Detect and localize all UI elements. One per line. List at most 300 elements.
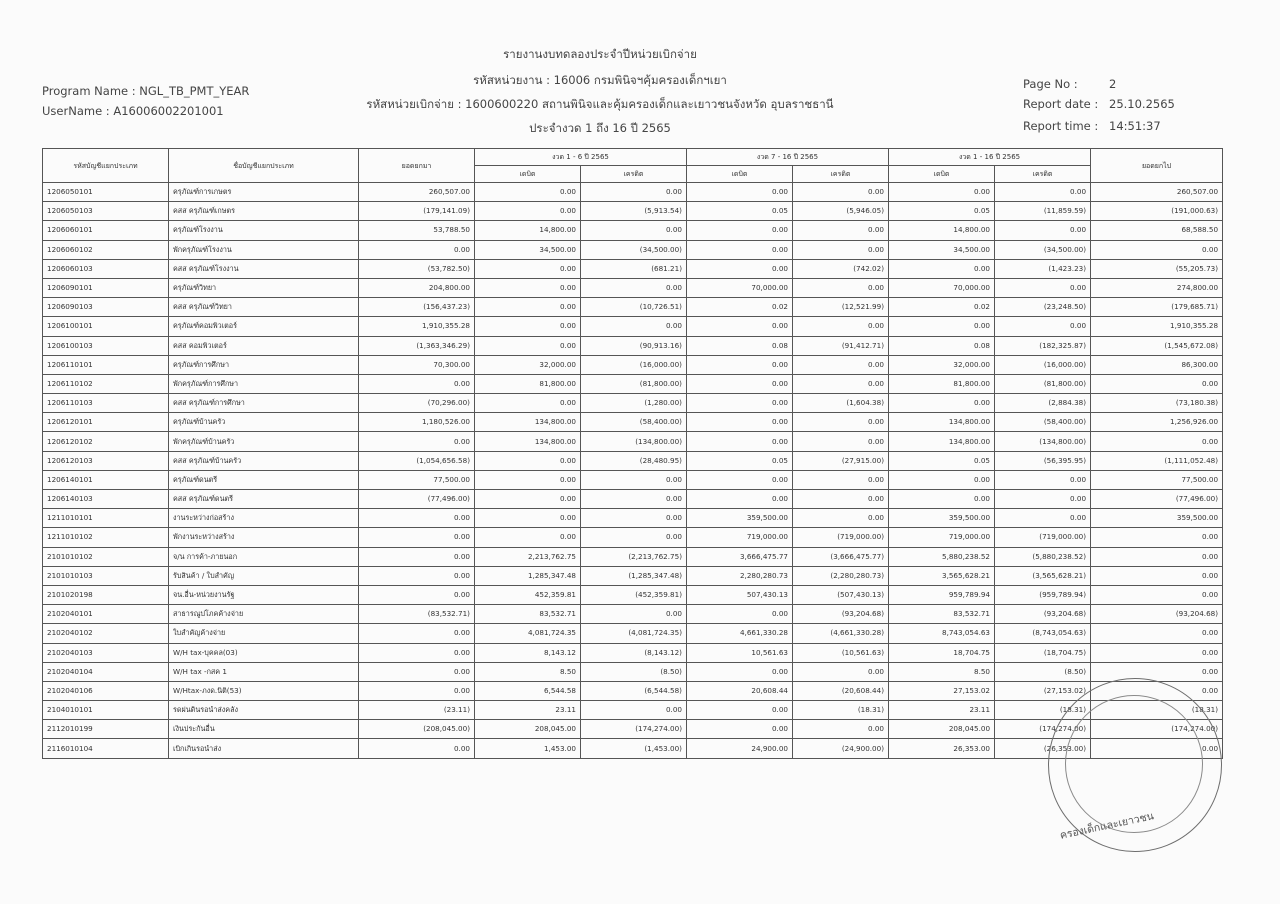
- cell-p3-debit: 5,880,238.52: [889, 547, 995, 566]
- cell-p3-debit: 18,704.75: [889, 643, 995, 662]
- table-row: [43, 259, 1223, 278]
- cell-p3-credit: 0.00: [995, 490, 1091, 509]
- cell-p1-debit: 14,800.00: [475, 221, 581, 240]
- cell-account-name: ครุภัณฑ์บ้านครัว: [169, 413, 359, 432]
- cell-brought-forward: 0.00: [359, 240, 475, 259]
- cell-p1-credit: (5,913.54): [581, 202, 687, 221]
- cell-brought-forward: 0.00: [359, 681, 475, 700]
- cell-brought-forward: (179,141.09): [359, 202, 475, 221]
- cell-brought-forward: (77,496.00): [359, 490, 475, 509]
- cell-p1-credit: 0.00: [581, 317, 687, 336]
- table-row: [43, 701, 1223, 720]
- cell-carried-forward: (1,545,672.08): [1091, 336, 1223, 355]
- report-title: รายงานงบทดลองประจำปีหน่วยเบิกจ่าย: [503, 47, 697, 61]
- cell-p2-credit: 0.00: [793, 413, 889, 432]
- table-row: [43, 240, 1223, 259]
- cell-p2-credit: (27,915.00): [793, 451, 889, 470]
- cell-p3-debit: 0.02: [889, 298, 995, 317]
- cell-p1-credit: (58,400.00): [581, 413, 687, 432]
- cell-brought-forward: 70,300.00: [359, 355, 475, 374]
- cell-p1-debit: 0.00: [475, 183, 581, 202]
- cell-p1-credit: (34,500.00): [581, 240, 687, 259]
- cell-p3-debit: 70,000.00: [889, 278, 995, 297]
- cell-p3-credit: 0.00: [995, 278, 1091, 297]
- cell-account-code: 1206120102: [43, 432, 169, 451]
- cell-p3-debit: 0.00: [889, 470, 995, 489]
- cell-p2-debit: 0.00: [687, 374, 793, 393]
- cell-p3-debit: 134,800.00: [889, 432, 995, 451]
- cell-p2-debit: 0.00: [687, 183, 793, 202]
- page-no-value: 2: [1109, 77, 1117, 91]
- cell-p3-credit: 0.00: [995, 317, 1091, 336]
- cell-p1-credit: (681.21): [581, 259, 687, 278]
- table-row: [43, 451, 1223, 470]
- col-header-period-1-16: งวด 1 - 16 ปี 2565: [889, 149, 1091, 166]
- cell-carried-forward: 0.00: [1091, 566, 1223, 585]
- cell-p1-debit: 0.00: [475, 298, 581, 317]
- cell-brought-forward: 204,800.00: [359, 278, 475, 297]
- cell-account-code: 1206140101: [43, 470, 169, 489]
- cell-p1-debit: 6,544.58: [475, 681, 581, 700]
- table-row: [43, 432, 1223, 451]
- cell-carried-forward: (179,685.71): [1091, 298, 1223, 317]
- cell-p1-credit: (6,544.58): [581, 681, 687, 700]
- cell-account-name: เบิกเกินรอนำส่ง: [169, 739, 359, 758]
- cell-account-code: 2102040102: [43, 624, 169, 643]
- cell-account-name: คสส คอมพิวเตอร์: [169, 336, 359, 355]
- col-header-debit: เดบิต: [687, 166, 793, 183]
- cell-p2-debit: 507,430.13: [687, 585, 793, 604]
- cell-brought-forward: (83,532.71): [359, 605, 475, 624]
- cell-account-name: พักงานระหว่างสร้าง: [169, 528, 359, 547]
- cell-carried-forward: (174,274.00): [1091, 720, 1223, 739]
- cell-p2-debit: 2,280,280.73: [687, 566, 793, 585]
- cell-carried-forward: 0.00: [1091, 547, 1223, 566]
- table-row: [43, 643, 1223, 662]
- cell-carried-forward: (18.31): [1091, 701, 1223, 720]
- cell-p1-credit: (134,800.00): [581, 432, 687, 451]
- cell-account-code: 2104010101: [43, 701, 169, 720]
- cell-p2-credit: (2,280,280.73): [793, 566, 889, 585]
- cell-p1-credit: (16,000.00): [581, 355, 687, 374]
- cell-p3-debit: 359,500.00: [889, 509, 995, 528]
- cell-account-name: คสส ครุภัณฑ์การศึกษา: [169, 394, 359, 413]
- cell-account-code: 1206110103: [43, 394, 169, 413]
- cell-p1-debit: 0.00: [475, 278, 581, 297]
- cell-carried-forward: 0.00: [1091, 528, 1223, 547]
- cell-p2-credit: (91,412.71): [793, 336, 889, 355]
- cell-p1-debit: 1,285,347.48: [475, 566, 581, 585]
- cell-p3-credit: (34,500.00): [995, 240, 1091, 259]
- cell-account-code: 1211010101: [43, 509, 169, 528]
- cell-account-code: 1211010102: [43, 528, 169, 547]
- cell-p3-debit: 32,000.00: [889, 355, 995, 374]
- cell-p3-credit: (93,204.68): [995, 605, 1091, 624]
- table-row: [43, 681, 1223, 700]
- cell-p3-credit: (27,153.02): [995, 681, 1091, 700]
- cell-p2-credit: (5,946.05): [793, 202, 889, 221]
- cell-p1-debit: 0.00: [475, 336, 581, 355]
- table-row: [43, 490, 1223, 509]
- table-row: [43, 470, 1223, 489]
- table-row: [43, 317, 1223, 336]
- cell-account-code: 2102040101: [43, 605, 169, 624]
- cell-p1-debit: 0.00: [475, 394, 581, 413]
- cell-p2-credit: 0.00: [793, 183, 889, 202]
- cell-account-code: 1206060101: [43, 221, 169, 240]
- cell-p3-credit: (18,704.75): [995, 643, 1091, 662]
- cell-p1-debit: 0.00: [475, 470, 581, 489]
- cell-carried-forward: 0.00: [1091, 240, 1223, 259]
- cell-brought-forward: (70,296.00): [359, 394, 475, 413]
- cell-p1-debit: 81,800.00: [475, 374, 581, 393]
- cell-p2-credit: 0.00: [793, 317, 889, 336]
- cell-p2-credit: (12,521.99): [793, 298, 889, 317]
- cell-brought-forward: 260,507.00: [359, 183, 475, 202]
- trial-balance-table: [42, 148, 1223, 759]
- cell-p2-debit: 0.05: [687, 202, 793, 221]
- cell-carried-forward: 86,300.00: [1091, 355, 1223, 374]
- table-row: [43, 413, 1223, 432]
- cell-p2-credit: (24,900.00): [793, 739, 889, 758]
- cell-brought-forward: 53,788.50: [359, 221, 475, 240]
- cell-p2-debit: 0.05: [687, 451, 793, 470]
- cell-p3-credit: (3,565,628.21): [995, 566, 1091, 585]
- table-row: [43, 336, 1223, 355]
- cell-account-name: จน.อื่น-หน่วยงานรัฐ: [169, 585, 359, 604]
- cell-account-code: 2101010103: [43, 566, 169, 585]
- cell-p1-credit: 0.00: [581, 509, 687, 528]
- report-date-value: 25.10.2565: [1109, 97, 1175, 111]
- cell-carried-forward: (1,111,052.48): [1091, 451, 1223, 470]
- program-name: Program Name : NGL_TB_PMT_YEAR: [42, 84, 250, 98]
- cell-p2-credit: (3,666,475.77): [793, 547, 889, 566]
- cell-p2-debit: 0.00: [687, 259, 793, 278]
- cell-p2-credit: 0.00: [793, 662, 889, 681]
- cell-account-code: 2112010199: [43, 720, 169, 739]
- cell-p2-debit: 3,666,475.77: [687, 547, 793, 566]
- cell-p2-debit: 24,900.00: [687, 739, 793, 758]
- cell-p3-debit: 14,800.00: [889, 221, 995, 240]
- cell-p2-debit: 0.00: [687, 432, 793, 451]
- report-time-value: 14:51:37: [1109, 119, 1161, 133]
- cell-p3-credit: (16,000.00): [995, 355, 1091, 374]
- cell-p2-credit: (18.31): [793, 701, 889, 720]
- cell-account-code: 1206060102: [43, 240, 169, 259]
- report-time-row: [1023, 119, 1161, 133]
- cell-brought-forward: 1,180,526.00: [359, 413, 475, 432]
- cell-carried-forward: 0.00: [1091, 585, 1223, 604]
- table-row: [43, 202, 1223, 221]
- cell-p2-credit: 0.00: [793, 509, 889, 528]
- cell-p3-debit: 0.00: [889, 394, 995, 413]
- cell-brought-forward: 77,500.00: [359, 470, 475, 489]
- cell-brought-forward: 1,910,355.28: [359, 317, 475, 336]
- agency-line: รหัสหน่วยงาน : 16006 กรมพินิจฯคุ้มครองเด็กฯเยา: [473, 73, 727, 87]
- cell-p3-debit: 8,743,054.63: [889, 624, 995, 643]
- cell-p2-debit: 0.00: [687, 605, 793, 624]
- cell-p2-debit: 10,561.63: [687, 643, 793, 662]
- cell-p2-credit: 0.00: [793, 470, 889, 489]
- cell-p1-credit: (1,285,347.48): [581, 566, 687, 585]
- cell-p2-credit: (20,608.44): [793, 681, 889, 700]
- cell-p1-debit: 83,532.71: [475, 605, 581, 624]
- cell-p1-credit: (452,359.81): [581, 585, 687, 604]
- cell-p3-credit: (182,325.87): [995, 336, 1091, 355]
- cell-account-name: คสส ครุภัณฑ์โรงงาน: [169, 259, 359, 278]
- col-header-brought-forward: ยอดยกมา: [359, 149, 475, 183]
- cell-p1-debit: 134,800.00: [475, 432, 581, 451]
- page-no-row: [1023, 77, 1116, 91]
- cell-p1-debit: 4,081,724.35: [475, 624, 581, 643]
- cell-account-name: ครุภัณฑ์วิทยา: [169, 278, 359, 297]
- cell-p2-debit: 20,608.44: [687, 681, 793, 700]
- cell-p3-debit: 0.00: [889, 259, 995, 278]
- cell-p3-debit: 81,800.00: [889, 374, 995, 393]
- table-row: [43, 183, 1223, 202]
- cell-p2-credit: 0.00: [793, 278, 889, 297]
- cell-account-name: เงินประกันอื่น: [169, 720, 359, 739]
- cell-p1-credit: (1,453.00): [581, 739, 687, 758]
- cell-p2-debit: 0.00: [687, 413, 793, 432]
- cell-p3-credit: (5,880,238.52): [995, 547, 1091, 566]
- report-date-label: Report date :: [1023, 97, 1099, 111]
- cell-account-name: ครุภัณฑ์การศึกษา: [169, 355, 359, 374]
- cell-p3-debit: 26,353.00: [889, 739, 995, 758]
- cell-carried-forward: 0.00: [1091, 432, 1223, 451]
- cell-account-code: 1206100101: [43, 317, 169, 336]
- cell-p1-debit: 8,143.12: [475, 643, 581, 662]
- cell-carried-forward: 0.00: [1091, 624, 1223, 643]
- cell-account-name: พักครุภัณฑ์การศึกษา: [169, 374, 359, 393]
- table-row: [43, 720, 1223, 739]
- col-header-name: ชื่อบัญชีแยกประเภท: [169, 149, 359, 183]
- cell-p2-debit: 0.08: [687, 336, 793, 355]
- cell-carried-forward: 1,256,926.00: [1091, 413, 1223, 432]
- cell-brought-forward: 0.00: [359, 528, 475, 547]
- cell-p1-debit: 23.11: [475, 701, 581, 720]
- cell-p3-credit: (18.31): [995, 701, 1091, 720]
- cell-account-name: คสส ครุภัณฑ์ดนตรี: [169, 490, 359, 509]
- cell-p1-credit: (2,213,762.75): [581, 547, 687, 566]
- cell-account-name: ครุภัณฑ์ดนตรี: [169, 470, 359, 489]
- cell-p2-credit: (742.02): [793, 259, 889, 278]
- cell-account-code: 2102040106: [43, 681, 169, 700]
- cell-p3-credit: (11,859.59): [995, 202, 1091, 221]
- cell-carried-forward: (73,180.38): [1091, 394, 1223, 413]
- cell-account-code: 1206110102: [43, 374, 169, 393]
- cell-brought-forward: (23.11): [359, 701, 475, 720]
- cell-account-code: 1206120103: [43, 451, 169, 470]
- cell-p3-debit: 0.05: [889, 451, 995, 470]
- cell-p3-credit: 0.00: [995, 470, 1091, 489]
- cell-p2-debit: 0.00: [687, 490, 793, 509]
- cell-p2-debit: 0.00: [687, 720, 793, 739]
- table-row: [43, 528, 1223, 547]
- cell-carried-forward: 0.00: [1091, 662, 1223, 681]
- table-row: [43, 298, 1223, 317]
- cell-p2-debit: 0.00: [687, 662, 793, 681]
- cell-account-code: 1206050101: [43, 183, 169, 202]
- cell-p1-debit: 1,453.00: [475, 739, 581, 758]
- cell-p2-credit: (93,204.68): [793, 605, 889, 624]
- cell-p3-credit: (81,800.00): [995, 374, 1091, 393]
- cell-p3-credit: (8.50): [995, 662, 1091, 681]
- cell-p2-credit: 0.00: [793, 432, 889, 451]
- cell-account-name: W/H tax-บุคคล(03): [169, 643, 359, 662]
- cell-brought-forward: (53,782.50): [359, 259, 475, 278]
- table-row: [43, 221, 1223, 240]
- cell-p1-credit: 0.00: [581, 278, 687, 297]
- table-row: [43, 605, 1223, 624]
- cell-p2-credit: 0.00: [793, 720, 889, 739]
- col-header-debit: เดบิต: [475, 166, 581, 183]
- cell-p3-debit: 719,000.00: [889, 528, 995, 547]
- cell-p3-credit: 0.00: [995, 183, 1091, 202]
- cell-p1-credit: 0.00: [581, 490, 687, 509]
- cell-carried-forward: (55,205.73): [1091, 259, 1223, 278]
- seal-text: ครองเด็กและเยาวชน: [1058, 810, 1155, 842]
- cell-account-code: 1206090103: [43, 298, 169, 317]
- cell-p3-credit: (56,395.95): [995, 451, 1091, 470]
- report-time-label: Report time :: [1023, 119, 1099, 133]
- cell-p3-credit: (58,400.00): [995, 413, 1091, 432]
- cell-p3-debit: 0.05: [889, 202, 995, 221]
- cell-p2-debit: 0.02: [687, 298, 793, 317]
- cell-account-name: ใบสำคัญค้างจ่าย: [169, 624, 359, 643]
- cell-p2-credit: 0.00: [793, 374, 889, 393]
- cell-p2-credit: 0.00: [793, 221, 889, 240]
- cell-p3-debit: 8.50: [889, 662, 995, 681]
- cell-p2-credit: (507,430.13): [793, 585, 889, 604]
- cell-account-name: พักครุภัณฑ์บ้านครัว: [169, 432, 359, 451]
- cell-p3-credit: (719,000.00): [995, 528, 1091, 547]
- table-row: [43, 355, 1223, 374]
- col-header-credit: เครดิต: [793, 166, 889, 183]
- cell-account-name: คสส ครุภัณฑ์เกษตร: [169, 202, 359, 221]
- cell-brought-forward: 0.00: [359, 643, 475, 662]
- cell-account-code: 1206140103: [43, 490, 169, 509]
- cell-p3-credit: (959,789.94): [995, 585, 1091, 604]
- cell-p1-debit: 0.00: [475, 509, 581, 528]
- cell-account-code: 2102040103: [43, 643, 169, 662]
- cell-carried-forward: 0.00: [1091, 739, 1223, 758]
- cell-account-name: คสส ครุภัณฑ์บ้านครัว: [169, 451, 359, 470]
- cell-p1-debit: 452,359.81: [475, 585, 581, 604]
- cell-brought-forward: (1,363,346.29): [359, 336, 475, 355]
- cell-p1-credit: (1,280.00): [581, 394, 687, 413]
- table-row: [43, 509, 1223, 528]
- cell-carried-forward: 68,588.50: [1091, 221, 1223, 240]
- cell-carried-forward: 1,910,355.28: [1091, 317, 1223, 336]
- cell-account-code: 1206060103: [43, 259, 169, 278]
- cell-p1-credit: 0.00: [581, 701, 687, 720]
- cell-p3-credit: (8,743,054.63): [995, 624, 1091, 643]
- cell-p2-credit: 0.00: [793, 355, 889, 374]
- col-header-period-1-6: งวด 1 - 6 ปี 2565: [475, 149, 687, 166]
- cell-p2-credit: (10,561.63): [793, 643, 889, 662]
- cell-p3-debit: 0.00: [889, 317, 995, 336]
- cell-p1-credit: (81,800.00): [581, 374, 687, 393]
- cell-brought-forward: 0.00: [359, 566, 475, 585]
- col-header-carried-forward: ยอดยกไป: [1091, 149, 1223, 183]
- cell-brought-forward: 0.00: [359, 624, 475, 643]
- cell-p3-debit: 134,800.00: [889, 413, 995, 432]
- cell-p1-debit: 0.00: [475, 451, 581, 470]
- cell-account-code: 2116010104: [43, 739, 169, 758]
- cell-account-code: 1206090101: [43, 278, 169, 297]
- cell-p3-credit: (174,274.00): [995, 720, 1091, 739]
- report-date-row: [1023, 97, 1175, 111]
- cell-p1-debit: 208,045.00: [475, 720, 581, 739]
- cell-p2-credit: (4,661,330.28): [793, 624, 889, 643]
- cell-p3-debit: 34,500.00: [889, 240, 995, 259]
- cell-p1-credit: (90,913.16): [581, 336, 687, 355]
- table-row: [43, 739, 1223, 758]
- cell-carried-forward: 77,500.00: [1091, 470, 1223, 489]
- cell-carried-forward: 0.00: [1091, 374, 1223, 393]
- cell-p3-credit: (134,800.00): [995, 432, 1091, 451]
- cell-p3-debit: 0.00: [889, 490, 995, 509]
- col-header-credit: เครดิต: [581, 166, 687, 183]
- cell-p1-debit: 8.50: [475, 662, 581, 681]
- table-row: [43, 394, 1223, 413]
- cell-account-name: พักครุภัณฑ์โรงงาน: [169, 240, 359, 259]
- cell-account-name: ครุภัณฑ์การเกษตร: [169, 183, 359, 202]
- cell-account-name: ครุภัณฑ์คอมพิวเตอร์: [169, 317, 359, 336]
- cell-p2-credit: (1,604.38): [793, 394, 889, 413]
- cell-p1-credit: 0.00: [581, 470, 687, 489]
- cell-p2-debit: 0.00: [687, 355, 793, 374]
- cell-carried-forward: (93,204.68): [1091, 605, 1223, 624]
- cell-brought-forward: 0.00: [359, 585, 475, 604]
- cell-account-name: สาธารณูปโภคค้างจ่าย: [169, 605, 359, 624]
- cell-p1-credit: 0.00: [581, 528, 687, 547]
- col-header-credit: เครดิต: [995, 166, 1091, 183]
- cell-p1-credit: (174,274.00): [581, 720, 687, 739]
- page-no-label: Page No :: [1023, 77, 1078, 91]
- cell-account-name: จ/น การค้า-ภายนอก: [169, 547, 359, 566]
- cell-p1-debit: 0.00: [475, 528, 581, 547]
- cell-carried-forward: (191,000.63): [1091, 202, 1223, 221]
- cell-p3-credit: (26,353.00): [995, 739, 1091, 758]
- col-header-debit: เดบิต: [889, 166, 995, 183]
- table-row: [43, 585, 1223, 604]
- cell-account-name: ครุภัณฑ์โรงงาน: [169, 221, 359, 240]
- cell-brought-forward: 0.00: [359, 547, 475, 566]
- cell-p3-debit: 83,532.71: [889, 605, 995, 624]
- cell-brought-forward: 0.00: [359, 739, 475, 758]
- cell-p2-debit: 70,000.00: [687, 278, 793, 297]
- cell-p3-credit: (23,248.50): [995, 298, 1091, 317]
- cell-brought-forward: (156,437.23): [359, 298, 475, 317]
- cell-p3-credit: 0.00: [995, 509, 1091, 528]
- cell-p2-debit: 0.00: [687, 240, 793, 259]
- cell-p3-debit: 208,045.00: [889, 720, 995, 739]
- cell-carried-forward: 274,800.00: [1091, 278, 1223, 297]
- cell-p2-debit: 0.00: [687, 221, 793, 240]
- cell-p1-credit: (4,081,724.35): [581, 624, 687, 643]
- col-header-period-7-16: งวด 7 - 16 ปี 2565: [687, 149, 889, 166]
- cell-carried-forward: 359,500.00: [1091, 509, 1223, 528]
- cell-carried-forward: (77,496.00): [1091, 490, 1223, 509]
- table-row: [43, 374, 1223, 393]
- table-row: [43, 624, 1223, 643]
- cell-p3-debit: 0.08: [889, 336, 995, 355]
- cell-brought-forward: 0.00: [359, 432, 475, 451]
- table-row: [43, 662, 1223, 681]
- cell-account-code: 2101020198: [43, 585, 169, 604]
